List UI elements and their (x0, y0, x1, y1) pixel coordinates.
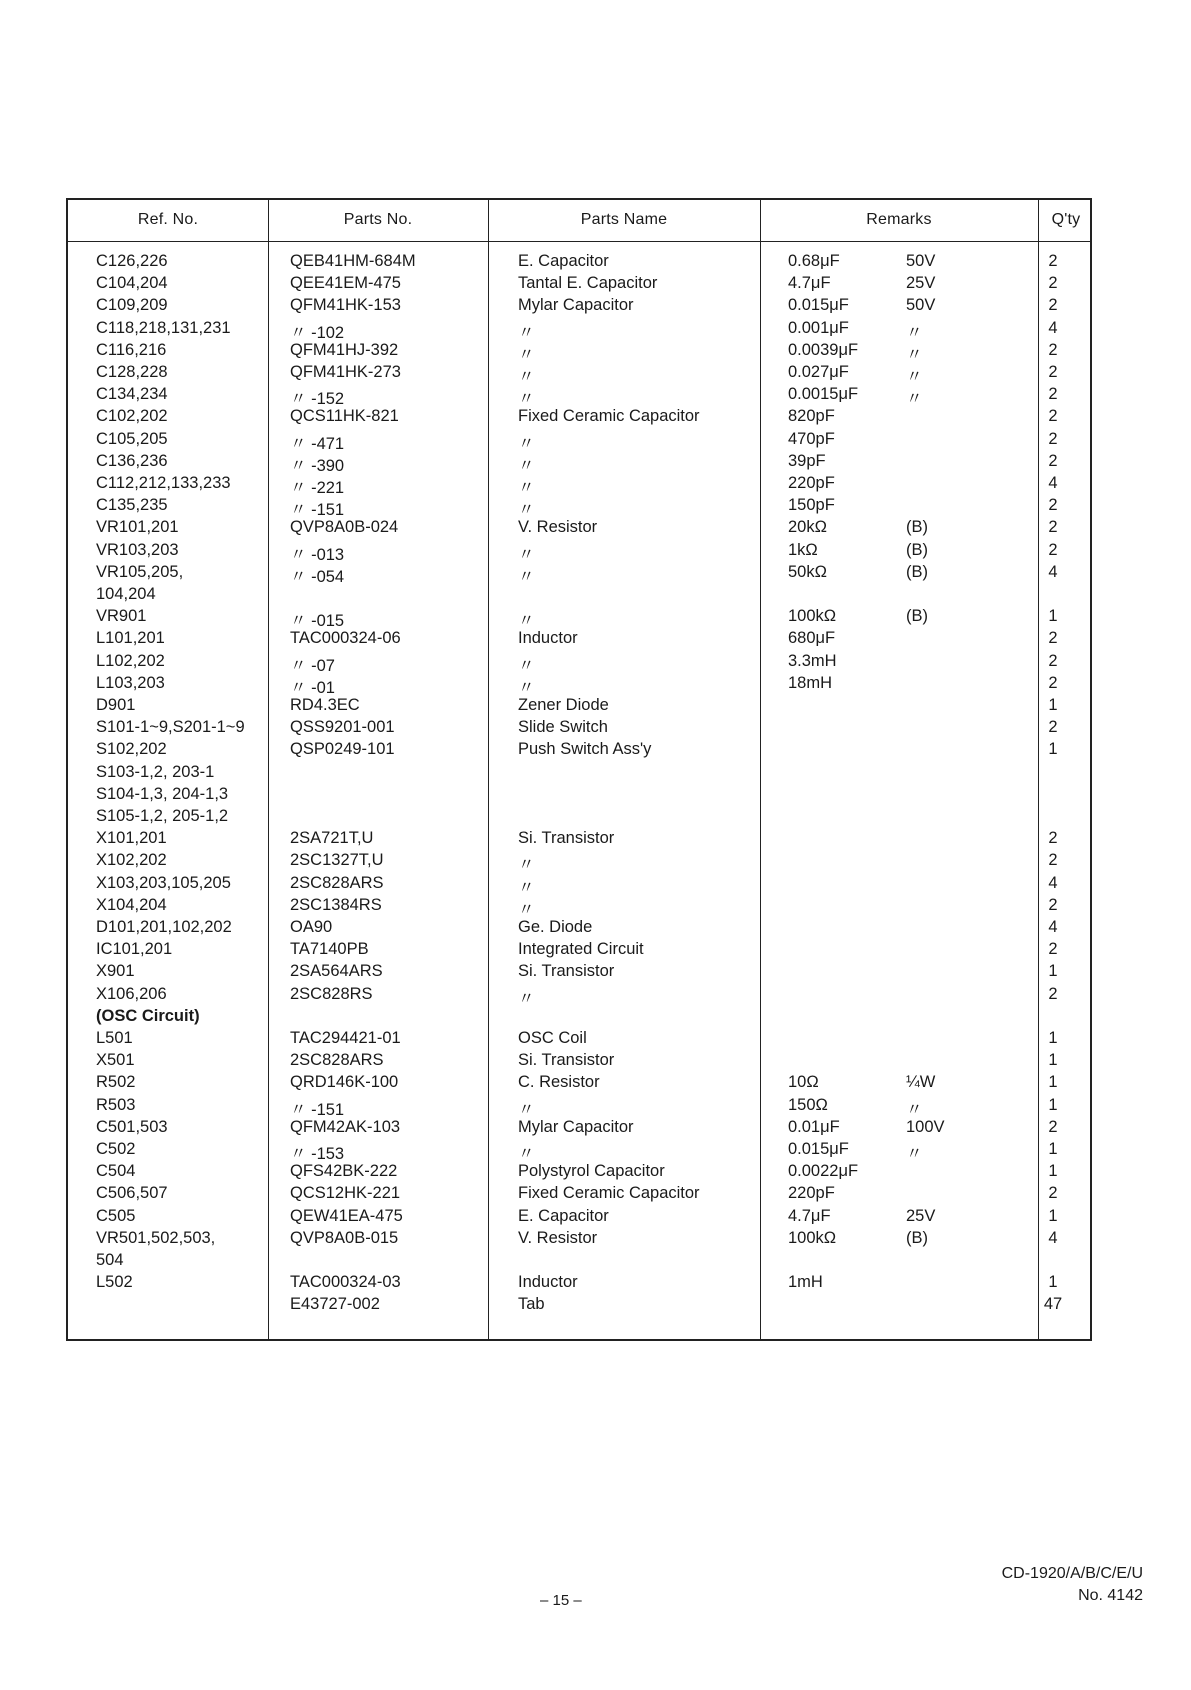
remark-rating-cell: (B) (906, 562, 928, 581)
quantity-cell: 1 (1048, 962, 1058, 981)
table-row (68, 541, 1090, 563)
table-row (68, 274, 1090, 296)
table-row (68, 829, 1090, 851)
header-remarks: Remarks (866, 211, 932, 228)
parts-no-cell: QCS12HK-221 (290, 1184, 401, 1203)
parts-no-cell: QFS42BK-222 (290, 1162, 398, 1181)
parts-name-cell: 〃 (518, 501, 535, 520)
table-row (68, 1162, 1090, 1184)
ref-no-cell: S104-1,3, 204-1,3 (96, 784, 229, 803)
remark-rating-cell: 25V (906, 274, 936, 293)
remark-value-cell: 100kΩ (788, 607, 837, 626)
parts-no-cell: QFM41HJ-392 (290, 340, 399, 359)
ref-no-cell: C109,209 (96, 296, 168, 315)
remark-rating-cell: (B) (906, 607, 928, 626)
quantity-cell: 1 (1048, 696, 1058, 714)
quantity-cell: 2 (1048, 895, 1058, 914)
table-row (68, 1251, 1090, 1273)
remark-value-cell: 1kΩ (788, 540, 818, 559)
remark-value-cell: 220pF (788, 474, 835, 492)
quantity-cell: 2 (1048, 651, 1058, 670)
table-row (68, 940, 1090, 962)
remark-value-cell: 4.7μF (788, 1206, 831, 1225)
table-row (68, 252, 1090, 274)
table-row (68, 607, 1090, 629)
ref-no-cell: L103,203 (96, 673, 165, 692)
parts-no-cell: 〃 -152 (290, 390, 345, 409)
quantity-cell: 1 (1048, 1162, 1058, 1181)
parts-name-cell: 〃 (518, 612, 535, 631)
table-row (68, 452, 1090, 474)
remark-rating-cell: 〃 (906, 368, 923, 386)
ref-no-cell: D901 (96, 696, 136, 714)
ref-no-cell: X104,204 (96, 895, 167, 914)
quantity-cell: 2 (1048, 673, 1058, 692)
parts-no-cell: TAC294421-01 (290, 1029, 401, 1047)
ref-no-cell: L501 (96, 1029, 133, 1047)
remark-rating-cell: 〃 (906, 1145, 923, 1163)
remark-value-cell: 820pF (788, 407, 835, 426)
remark-value-cell: 0.0022μF (788, 1162, 859, 1181)
table-row (68, 1229, 1090, 1251)
quantity-cell: 1 (1048, 1140, 1058, 1158)
parts-no-cell: 〃 -013 (290, 545, 345, 564)
quantity-cell: 4 (1048, 1228, 1058, 1247)
quantity-cell: 2 (1048, 296, 1058, 315)
quantity-cell: 1 (1048, 1073, 1058, 1092)
table-row (68, 807, 1090, 829)
table-row (68, 296, 1090, 318)
quantity-cell: 47 (1043, 1295, 1063, 1314)
ref-no-cell: S103-1,2, 203-1 (96, 762, 215, 781)
ref-no-cell: C502 (96, 1140, 136, 1158)
parts-no-cell: QVP8A0B-024 (290, 518, 399, 537)
parts-no-cell: QEB41HM-684M (290, 252, 416, 270)
parts-name-cell: Mylar Capacitor (518, 1117, 634, 1136)
parts-no-cell: 2SC1384RS (290, 895, 382, 914)
ref-no-cell: C134,234 (96, 385, 168, 404)
ref-no-cell: X106,206 (96, 984, 167, 1003)
parts-name-cell: 〃 (518, 1100, 535, 1119)
remark-value-cell: 39pF (788, 451, 826, 470)
footer-model-info (1002, 1563, 1143, 1607)
quantity-cell: 2 (1048, 385, 1058, 404)
parts-name-cell: Si. Transistor (518, 962, 615, 981)
parts-name-cell: 〃 (518, 368, 535, 386)
quantity-cell: 2 (1048, 940, 1058, 959)
parts-name-cell: 〃 (518, 323, 535, 342)
quantity-cell: 1 (1048, 1206, 1058, 1225)
remark-rating-cell: 〃 (906, 1100, 923, 1119)
remark-value-cell: 1mH (788, 1273, 823, 1292)
ref-no-cell: C505 (96, 1206, 136, 1225)
table-row (68, 740, 1090, 762)
parts-no-cell: 〃 -151 (290, 501, 345, 520)
remark-value-cell: 4.7μF (788, 274, 831, 293)
header-ref-no: Ref. No. (137, 211, 199, 228)
remark-value-cell: 50kΩ (788, 562, 827, 581)
parts-name-cell: Zener Diode (518, 696, 609, 714)
parts-no-cell: E43727-002 (290, 1295, 380, 1314)
ref-no-cell: C112,212,133,233 (96, 474, 231, 492)
parts-name-cell: Push Switch Ass'y (518, 740, 652, 759)
table-row (68, 1140, 1090, 1162)
table-row (68, 1184, 1090, 1206)
ref-no-cell: C506,507 (96, 1184, 168, 1203)
quantity-cell: 2 (1048, 407, 1058, 426)
parts-name-cell: 〃 (518, 567, 535, 586)
table-row (68, 319, 1090, 341)
remark-value-cell: 10Ω (788, 1073, 819, 1092)
parts-no-cell: 〃 -054 (290, 567, 345, 586)
parts-name-cell: Integrated Circuit (518, 940, 644, 959)
table-row (68, 496, 1090, 518)
table-row (68, 585, 1090, 607)
parts-no-cell: 〃 -151 (290, 1100, 345, 1119)
table-row (68, 874, 1090, 896)
remark-rating-cell: (B) (906, 1228, 928, 1247)
remark-value-cell: 680μF (788, 629, 836, 648)
remark-value-cell: 150pF (788, 496, 835, 515)
quantity-cell: 2 (1048, 340, 1058, 359)
parts-no-cell: 〃 -221 (290, 479, 345, 497)
ref-no-cell: X102,202 (96, 851, 167, 870)
table-row (68, 563, 1090, 585)
parts-no-cell: 2SA564ARS (290, 962, 383, 981)
ref-no-cell: X101,201 (96, 829, 167, 848)
ref-no-cell: VR103,203 (96, 540, 179, 559)
parts-name-cell: 〃 (518, 479, 535, 497)
parts-name-cell: Fixed Ceramic Capacitor (518, 407, 700, 426)
ref-no-cell: VR105,205, (96, 562, 184, 581)
ref-no-cell: VR101,201 (96, 518, 179, 537)
parts-name-cell: 〃 (518, 434, 535, 453)
table-row (68, 474, 1090, 496)
remark-value-cell: 0.001μF (788, 318, 849, 337)
parts-no-cell: 2SC1327T,U (290, 851, 384, 870)
ref-no-cell: L502 (96, 1273, 133, 1292)
parts-no-cell: 〃 -102 (290, 323, 345, 342)
table-row (68, 385, 1090, 407)
remark-rating-cell: ¼W (906, 1073, 936, 1092)
parts-name-cell: 〃 (518, 390, 535, 409)
parts-no-cell: QSS9201-001 (290, 718, 395, 737)
parts-name-cell: 〃 (518, 989, 535, 1008)
parts-name-cell: E. Capacitor (518, 1206, 609, 1225)
table-row (68, 1118, 1090, 1140)
ref-no-cell: S101-1~9,S201-1~9 (96, 718, 245, 737)
ref-no-cell: 504 (96, 1251, 124, 1269)
remark-rating-cell: 〃 (906, 345, 923, 364)
ref-no-cell: R502 (96, 1073, 136, 1092)
parts-no-cell: 2SA721T,U (290, 829, 374, 848)
ref-no-cell: S102,202 (96, 740, 167, 759)
parts-no-cell: TAC000324-03 (290, 1273, 401, 1292)
table-row (68, 696, 1090, 718)
quantity-cell: 4 (1048, 318, 1058, 337)
table-row (68, 652, 1090, 674)
parts-no-cell: 〃 -015 (290, 612, 345, 631)
parts-no-cell: TA7140PB (290, 940, 369, 959)
parts-name-cell: 〃 (518, 856, 535, 875)
parts-no-cell: QFM41HK-273 (290, 363, 401, 381)
parts-no-cell: 2SC828RS (290, 984, 373, 1003)
remark-rating-cell: 100V (906, 1117, 945, 1136)
quantity-cell: 4 (1048, 562, 1058, 581)
table-row (68, 962, 1090, 984)
page-number: – 15 – (540, 1592, 582, 1609)
remark-value-cell: 0.01μF (788, 1117, 840, 1136)
ref-no-cell: X901 (96, 962, 135, 981)
quantity-cell: 4 (1048, 474, 1058, 492)
parts-no-cell: TAC000324-06 (290, 629, 401, 648)
ref-no-cell: R503 (96, 1095, 136, 1114)
ref-no-cell: L101,201 (96, 629, 165, 648)
parts-no-cell: RD4.3EC (290, 696, 360, 714)
table-row (68, 918, 1090, 940)
table-row (68, 851, 1090, 873)
header-parts-no: Parts No. (343, 211, 413, 228)
ref-no-cell: VR501,502,503, (96, 1228, 216, 1247)
table-row (68, 407, 1090, 429)
quantity-cell: 1 (1048, 1095, 1058, 1114)
table-row (68, 1273, 1090, 1295)
quantity-cell: 2 (1048, 429, 1058, 448)
remark-value-cell: 0.0015μF (788, 385, 859, 404)
table-row (68, 985, 1090, 1007)
quantity-cell: 2 (1048, 274, 1058, 293)
quantity-cell: 1 (1048, 1051, 1058, 1070)
model-number: CD-1920/A/B/C/E/U (1001, 1565, 1143, 1582)
parts-no-cell: QVP8A0B-015 (290, 1228, 399, 1247)
table-row (68, 763, 1090, 785)
quantity-cell: 1 (1048, 607, 1058, 626)
parts-name-cell: Tantal E. Capacitor (518, 274, 658, 293)
parts-no-cell: QEW41EA-475 (290, 1206, 403, 1225)
parts-name-cell: V. Resistor (518, 1228, 598, 1247)
table-row (68, 629, 1090, 651)
parts-no-cell: 〃 -390 (290, 456, 345, 475)
ref-no-cell: D101,201,102,202 (96, 918, 232, 936)
parts-no-cell: 〃 -01 (290, 678, 335, 697)
parts-no-cell: OA90 (290, 918, 333, 936)
table-row (68, 896, 1090, 918)
parts-no-cell: QRD146K-100 (290, 1073, 399, 1092)
ref-no-cell: C104,204 (96, 274, 168, 293)
ref-no-cell: C135,235 (96, 496, 168, 515)
remark-value-cell: 20kΩ (788, 518, 827, 537)
quantity-cell: 1 (1048, 1273, 1058, 1292)
parts-name-cell: 〃 (518, 1145, 535, 1163)
ref-no-cell: C102,202 (96, 407, 168, 426)
quantity-cell: 2 (1048, 540, 1058, 559)
remark-value-cell: 470pF (788, 429, 835, 448)
parts-name-cell: Inductor (518, 1273, 578, 1292)
parts-name-cell: 〃 (518, 878, 535, 897)
quantity-cell: 2 (1048, 629, 1058, 648)
remark-rating-cell: 50V (906, 296, 936, 315)
parts-name-cell: 〃 (518, 545, 535, 564)
table-row (68, 1295, 1090, 1317)
ref-no-cell: 104,204 (96, 585, 156, 603)
ref-no-cell: C126,226 (96, 252, 168, 270)
table-row (68, 1073, 1090, 1095)
ref-no-cell: C504 (96, 1162, 136, 1181)
quantity-cell: 2 (1048, 718, 1058, 737)
table-row (68, 1207, 1090, 1229)
parts-name-cell: Tab (518, 1295, 545, 1314)
parts-name-cell: Inductor (518, 629, 578, 648)
quantity-cell: 2 (1048, 1117, 1058, 1136)
remark-value-cell: 18mH (788, 673, 833, 692)
ref-no-cell: S105-1,2, 205-1,2 (96, 807, 229, 825)
parts-no-cell: QFM41HK-153 (290, 296, 401, 315)
remark-rating-cell: 〃 (906, 390, 923, 409)
parts-no-cell: QSP0249-101 (290, 740, 395, 759)
ref-no-cell: C116,216 (96, 340, 167, 359)
parts-name-cell: Slide Switch (518, 718, 608, 737)
ref-no-cell: L102,202 (96, 651, 165, 670)
parts-name-cell: Si. Transistor (518, 1051, 615, 1070)
header-divider (68, 241, 1090, 242)
parts-name-cell: C. Resistor (518, 1073, 600, 1092)
parts-name-cell: 〃 (518, 900, 535, 919)
parts-name-cell: V. Resistor (518, 518, 598, 537)
quantity-cell: 4 (1048, 918, 1058, 936)
ref-no-cell: C105,205 (96, 429, 168, 448)
parts-name-cell: Ge. Diode (518, 918, 593, 936)
table-row (68, 1096, 1090, 1118)
ref-no-cell: X103,203,105,205 (96, 873, 231, 892)
quantity-cell: 2 (1048, 984, 1058, 1003)
parts-no-cell: 2SC828ARS (290, 873, 384, 892)
header-parts-name: Parts Name (580, 211, 668, 228)
table-row (68, 785, 1090, 807)
ref-no-cell: C128,228 (96, 363, 168, 381)
ref-no-cell: IC101,201 (96, 940, 173, 959)
table-row (68, 430, 1090, 452)
table-row (68, 718, 1090, 740)
remark-rating-cell: 25V (906, 1206, 936, 1225)
table-row (68, 1007, 1090, 1029)
quantity-cell: 2 (1048, 829, 1058, 848)
parts-name-cell: 〃 (518, 345, 535, 364)
ref-no-cell: C501,503 (96, 1117, 168, 1136)
parts-name-cell: Polystyrol Capacitor (518, 1162, 665, 1181)
table-row (68, 1029, 1090, 1051)
remark-value-cell: 0.027μF (788, 363, 849, 381)
table-row (68, 363, 1090, 385)
parts-no-cell: QFM42AK-103 (290, 1117, 401, 1136)
remark-rating-cell: 〃 (906, 323, 923, 342)
remark-rating-cell: (B) (906, 540, 928, 559)
parts-name-cell: Fixed Ceramic Capacitor (518, 1184, 700, 1203)
parts-name-cell: Si. Transistor (518, 829, 615, 848)
parts-no-cell: QEE41EM-475 (290, 274, 401, 293)
quantity-cell: 2 (1048, 1184, 1058, 1203)
parts-no-cell: 2SC828ARS (290, 1051, 384, 1070)
table-row (68, 1051, 1090, 1073)
remark-value-cell: 0.015μF (788, 296, 849, 315)
ref-no-cell: X501 (96, 1051, 135, 1070)
remark-value-cell: 0.68μF (788, 252, 840, 270)
quantity-cell: 2 (1048, 851, 1058, 870)
parts-name-cell: 〃 (518, 656, 535, 675)
remark-value-cell: 150Ω (788, 1095, 828, 1114)
quantity-cell: 4 (1048, 873, 1058, 892)
parts-name-cell: Mylar Capacitor (518, 296, 634, 315)
parts-no-cell: 〃 -153 (290, 1145, 345, 1163)
quantity-cell: 2 (1048, 252, 1058, 270)
quantity-cell: 2 (1048, 518, 1058, 537)
quantity-cell: 1 (1048, 1029, 1058, 1047)
parts-name-cell: OSC Coil (518, 1029, 587, 1047)
parts-list-table (66, 198, 1092, 1341)
remark-rating-cell: (B) (906, 518, 928, 537)
remark-value-cell: 3.3mH (788, 651, 837, 670)
ref-no-cell: C136,236 (96, 451, 168, 470)
remark-value-cell: 100kΩ (788, 1228, 837, 1247)
remark-rating-cell: 50V (906, 252, 936, 270)
parts-name-cell: 〃 (518, 456, 535, 475)
parts-name-cell: 〃 (518, 678, 535, 697)
table-row (68, 674, 1090, 696)
ref-no-cell: VR901 (96, 607, 147, 626)
table-row (68, 518, 1090, 540)
remark-value-cell: 0.0039μF (788, 340, 859, 359)
parts-no-cell: QCS11HK-821 (290, 407, 399, 426)
parts-name-cell: E. Capacitor (518, 252, 609, 270)
quantity-cell: 1 (1048, 740, 1058, 759)
document-number: No. 4142 (1078, 1587, 1143, 1604)
quantity-cell: 2 (1048, 451, 1058, 470)
quantity-cell: 2 (1048, 363, 1058, 381)
ref-no-cell: C118,218,131,231 (96, 318, 231, 337)
parts-no-cell: 〃 -07 (290, 656, 335, 675)
quantity-cell: 2 (1048, 496, 1058, 515)
ref-no-cell: (OSC Circuit) (96, 1006, 200, 1025)
remark-value-cell: 0.015μF (788, 1140, 849, 1158)
table-row (68, 341, 1090, 363)
header-qty: Q'ty (1051, 211, 1081, 228)
parts-no-cell: 〃 -471 (290, 434, 345, 453)
remark-value-cell: 220pF (788, 1184, 835, 1203)
